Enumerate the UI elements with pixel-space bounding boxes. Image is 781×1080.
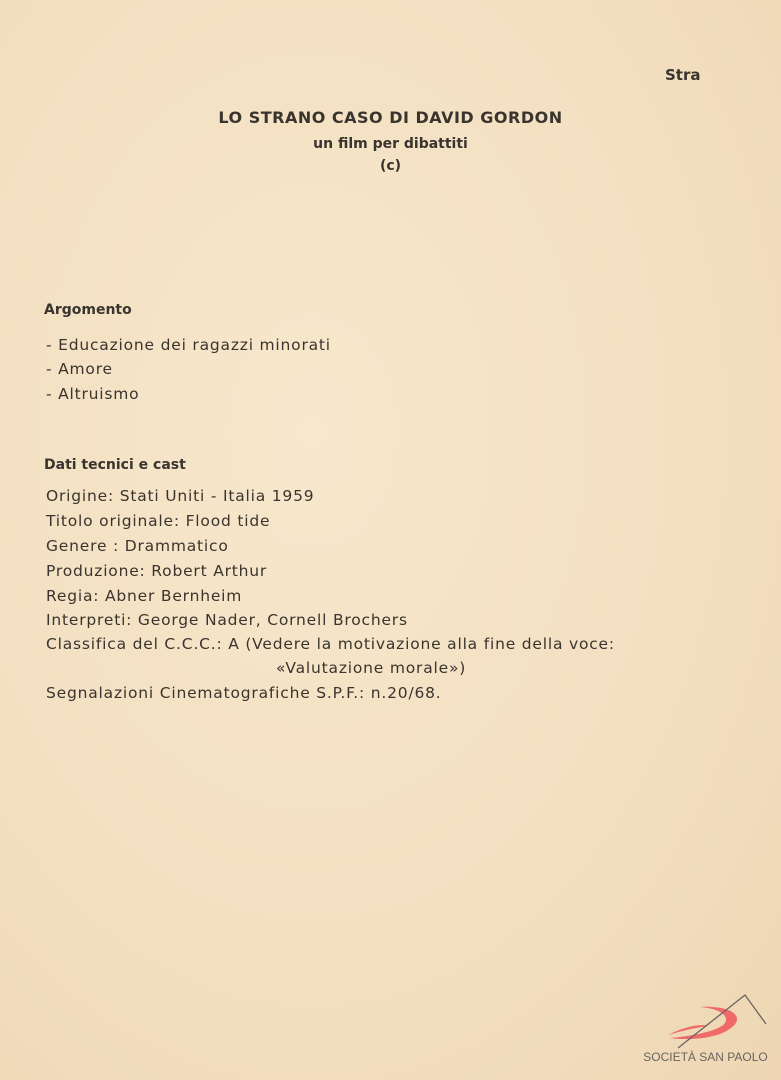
dati-line: «Valutazione morale») xyxy=(276,659,467,677)
dati-line: Produzione: Robert Arthur xyxy=(46,562,268,580)
dati-line: Regia: Abner Bernheim xyxy=(46,587,243,605)
dati-line: Segnalazioni Cinematografiche S.P.F.: n.20/68. xyxy=(46,684,442,702)
dati-line: Interpreti: George Nader, Cornell Brochers xyxy=(46,611,408,629)
page-reference: Stra xyxy=(665,66,701,84)
dati-line: Titolo originale: Flood tide xyxy=(46,512,271,530)
logo-swoosh-icon xyxy=(638,990,773,1050)
publisher-logo xyxy=(638,990,773,1070)
argomento-item: - Amore xyxy=(46,360,113,378)
document-subtitle: un film per dibattiti xyxy=(313,136,468,152)
dati-line: Genere : Drammatico xyxy=(46,537,229,555)
argomento-heading: Argomento xyxy=(44,302,132,318)
argomento-item: - Altruismo xyxy=(46,385,140,403)
argomento-item: - Educazione dei ragazzi minorati xyxy=(46,336,331,354)
dati-line: Origine: Stati Uniti - Italia 1959 xyxy=(46,487,315,505)
logo-text: SOCIETÀ SAN PAOLO xyxy=(643,1050,768,1064)
dati-line: Classifica del C.C.C.: A (Vedere la motivazione alla fine della voce: xyxy=(46,635,615,653)
classification-mark: (c) xyxy=(379,158,402,174)
document-title: LO STRANO CASO DI DAVID GORDON xyxy=(218,108,563,127)
dati-heading: Dati tecnici e cast xyxy=(44,457,186,473)
